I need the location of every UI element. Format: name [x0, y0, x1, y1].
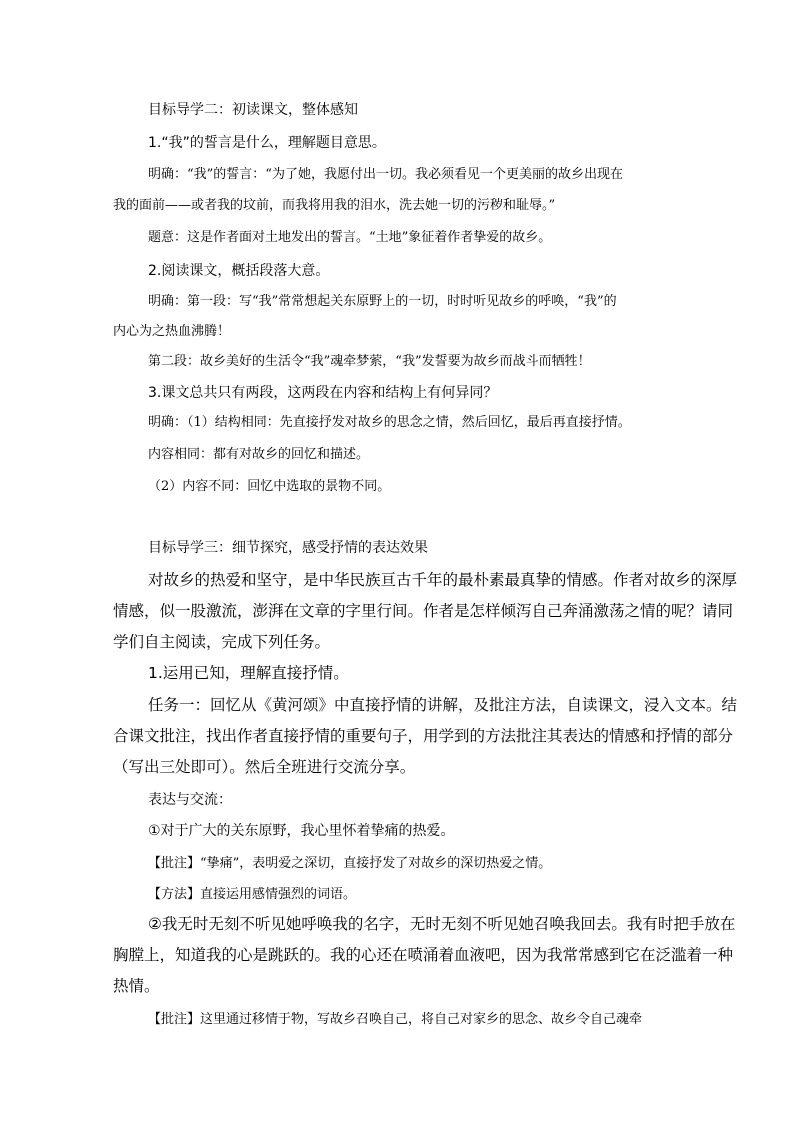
- example-1: ①对于广大的关东原野，我心里怀着挚痛的热爱。: [148, 823, 455, 839]
- example-2-line2: 胸膛上，知道我的心是跳跃的。我的心还在喷涌着血液吧，因为我常常感到它在泛滥着一种: [113, 946, 734, 964]
- question-3: 3.课文总共只有两段，这两段在内容和结构上有何异同？: [148, 385, 498, 401]
- answer-3-line3: （2）内容不同：回忆中选取的景物不同。: [148, 479, 391, 494]
- intro-line3: 学们自主阅读，完成下列任务。: [113, 633, 331, 651]
- answer-2-line3: 第二段：故乡美好的生活令“我”魂牵梦萦，“我”发誓要为故乡而战斗而牺牲！: [148, 354, 591, 369]
- answer-2-line1: 明确：第一段：写“我”常常想起关东原野上的一切，时时听见故乡的呼唤，“我”的: [148, 294, 617, 309]
- annotation-1: 【批注】“挚痛”，表明爱之深切，直接抒发了对故乡的深切热爱之情。: [148, 856, 552, 871]
- task1-line2: 合课文批注，找出作者直接抒情的重要句子，用学到的方法批注其表达的情感和抒情的部分: [113, 727, 734, 745]
- section2-heading: 目标导学二：初读课文，整体感知: [148, 102, 358, 118]
- section3-heading: 目标导学三：细节探究，感受抒情的表达效果: [148, 540, 428, 556]
- annotation-2: 【批注】这里通过移情于物，写故乡召唤自己，将自己对家乡的思念、故乡令自己魂牵: [148, 1012, 643, 1027]
- example-2-line3: 热情。: [113, 977, 160, 995]
- answer-1-line2: 我的面前——或者我的坟前，而我将用我的泪水，洗去她一切的污秽和耻辱。”: [113, 198, 556, 213]
- intro-line1: 对故乡的热爱和坚守，是中华民族亘古千年的最朴素最真挚的情感。作者对故乡的深厚: [148, 571, 738, 589]
- answer-1-line1: 明确：“我”的誓言：“为了她，我愿付出一切。我必须看见一个更美丽的故乡出现在: [148, 167, 623, 182]
- task1-line1: 任务一：回忆从《黄河颂》中直接抒情的讲解，及批注方法，自读课文，浸入文本。结: [148, 696, 738, 714]
- question-1: 1.“我”的誓言是什么，理解题目意思。: [148, 135, 386, 151]
- item-1: 1.运用已知，理解直接抒情。: [148, 664, 349, 682]
- answer-3-line1: 明确：（1）结构相同：先直接抒发对故乡的思念之情，然后回忆，最后再直接抒情。: [148, 415, 631, 430]
- answer-2-line2: 内心为之热血沸腾！: [113, 324, 231, 339]
- question-2: 2.阅读课文，概括段落大意。: [148, 263, 330, 279]
- task1-line3: （写出三处即可）。然后全班进行交流分享。: [113, 758, 416, 776]
- method-1: 【方法】直接运用感情强烈的词语。: [148, 887, 357, 902]
- title-meaning: 题意：这是作者面对土地发出的誓言。“土地”象征着作者挚爱的故乡。: [148, 230, 552, 245]
- answer-3-line2: 内容相同：都有对故乡的回忆和描述。: [148, 447, 370, 462]
- intro-line2: 情感，似一股激流，澎湃在文章的字里行间。作者是怎样倾泻自己奔涌激荡之情的呢？请同: [113, 602, 734, 620]
- example-2-line1: ②我无时无刻不听见她呼唤我的名字，无时无刻不听见她召唤我回去。我有时把手放在: [148, 915, 736, 933]
- exchange-label: 表达与交流：: [148, 792, 232, 808]
